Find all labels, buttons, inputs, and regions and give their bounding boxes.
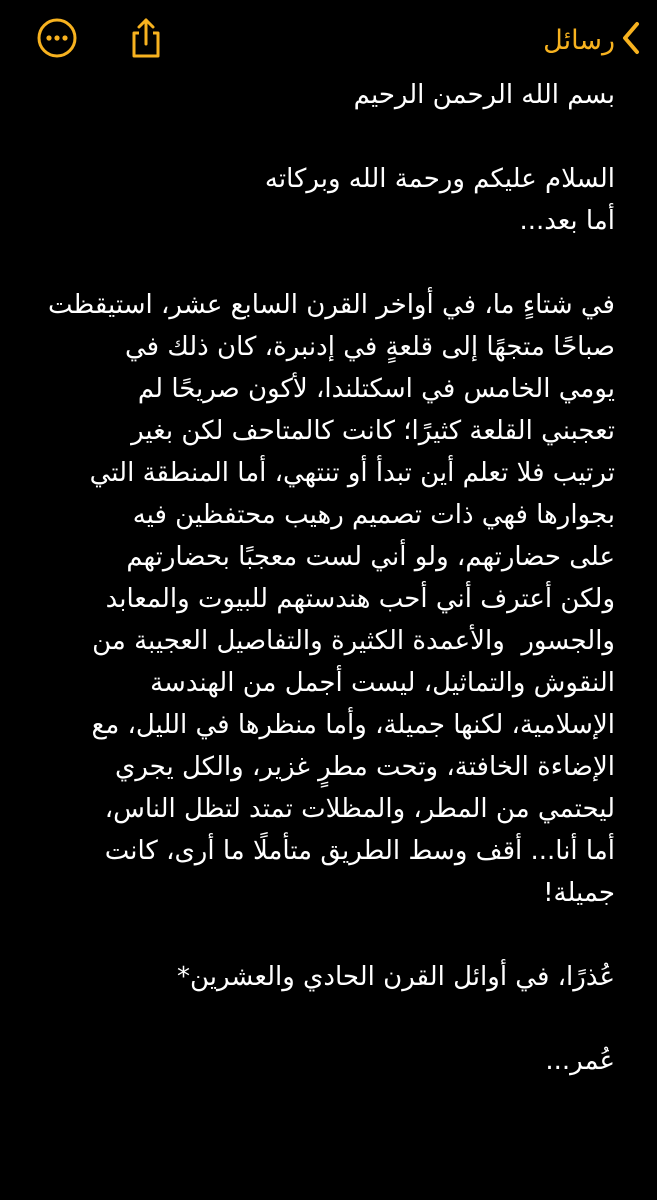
note-line: على حضارتهم، ولو أني لست معجبًا بحضارتهم bbox=[126, 542, 615, 572]
note-line: أما أنا... أقف وسط الطريق متأملًا ما أرى، كانت bbox=[104, 836, 615, 866]
note-line: جميلة! bbox=[543, 878, 615, 908]
note-line: بسم الله الرحمن الرحيم bbox=[353, 80, 615, 110]
note-line: أما بعد... bbox=[519, 206, 615, 236]
note-line: عُمر... bbox=[545, 1046, 615, 1076]
note-line: ترتيب فلا تعلم أين تبدأ أو تنتهي، أما المنطقة التي bbox=[89, 458, 615, 488]
note-line: والجسور والأعمدة الكثيرة والتفاصيل العجيبة من bbox=[92, 626, 615, 656]
note-line: تعجبني القلعة كثيرًا؛ كانت كالمتاحف لكن بغير bbox=[131, 416, 615, 446]
note-line: الإضاءة الخافتة، وتحت مطرٍ غزير، والكل يجري bbox=[114, 752, 615, 782]
note-line bbox=[35, 116, 615, 158]
note-line bbox=[35, 914, 615, 956]
note-line: يومي الخامس في اسكتلندا، لأكون صريحًا لم bbox=[137, 374, 615, 404]
note-line: السلام عليكم ورحمة الله وبركاته bbox=[264, 164, 615, 194]
note-line bbox=[35, 242, 615, 284]
share-button[interactable] bbox=[122, 16, 170, 64]
chevron-left-icon bbox=[621, 21, 641, 59]
note-line: ولكن أعترف أني أحب هندستهم للبيوت والمعابد bbox=[105, 584, 615, 614]
note-line bbox=[35, 998, 615, 1040]
more-options-button[interactable] bbox=[33, 16, 81, 64]
navigation-bar bbox=[0, 0, 657, 80]
note-line: النقوش والتماثيل، ليست أجمل من الهندسة bbox=[150, 668, 615, 698]
note-line: الإسلامية، لكنها جميلة، وأما منظرها في الليل، مع bbox=[91, 710, 615, 740]
back-button[interactable] bbox=[543, 16, 641, 64]
note-line: بجوارها فهي ذات تصميم رهيب محتفظين فيه bbox=[132, 500, 615, 530]
note-line: صباحًا متجهًا إلى قلعةٍ في إدنبرة، كان ذلك في bbox=[124, 332, 615, 362]
note-line: في شتاءٍ ما، في أواخر القرن السابع عشر، استيقظت bbox=[48, 290, 615, 320]
more-icon bbox=[35, 16, 79, 64]
note-line: عُذرًا، في أوائل القرن الحادي والعشرين* bbox=[176, 962, 615, 992]
share-icon bbox=[126, 16, 166, 64]
back-label: رسائل bbox=[543, 24, 615, 56]
note-body[interactable] bbox=[35, 74, 615, 1082]
note-line: ليحتمي من المطر، والمظلات تمتد لتظل الناس، bbox=[104, 794, 615, 824]
